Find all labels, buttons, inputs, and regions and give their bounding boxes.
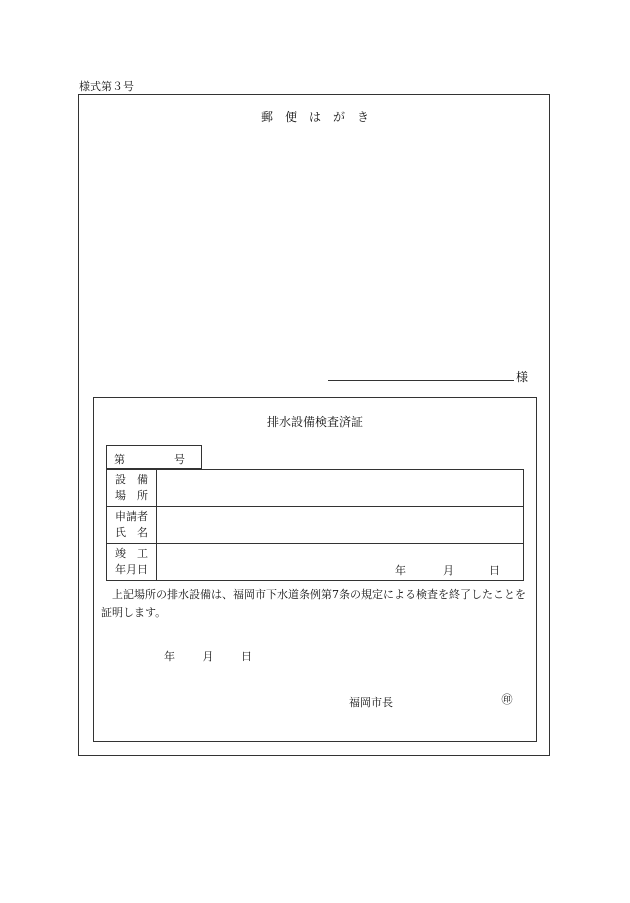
table-row (107, 544, 524, 581)
date-month-label: 月 (443, 564, 454, 577)
seal-icon: ㊞ (501, 693, 513, 706)
label-line: 氏 名 (115, 526, 148, 539)
label-line: 竣 工 (115, 547, 148, 560)
issue-date (164, 648, 276, 664)
completion-date-field[interactable] (157, 544, 524, 581)
applicant-name-field[interactable] (157, 507, 524, 544)
number-prefix: 第 (114, 453, 125, 466)
date-year-label: 年 (395, 564, 406, 577)
table-row (107, 470, 524, 507)
issuer-title: 福岡市長 (349, 696, 393, 709)
number-suffix: 号 (174, 453, 185, 466)
row-label-applicant-name (107, 507, 157, 544)
issue-month-label: 月 (202, 650, 214, 663)
issue-day-label: 日 (241, 650, 252, 663)
addressee-line[interactable] (328, 380, 514, 381)
row-label-completion-date (107, 544, 157, 581)
form-number: 様式第３号 (79, 80, 134, 93)
postcard-title: 郵 便 は が き (260, 110, 369, 124)
addressee-honorific: 様 (516, 370, 529, 384)
table-row (107, 507, 524, 544)
row-label-facility-location (107, 470, 157, 507)
label-line: 場 所 (115, 489, 148, 502)
issue-year-label: 年 (164, 650, 175, 663)
facility-location-field[interactable] (157, 470, 524, 507)
date-day-label: 日 (489, 564, 500, 577)
label-line: 年月日 (115, 563, 148, 576)
certificate-table (106, 469, 524, 581)
certificate-title: 排水設備検査済証 (266, 415, 363, 429)
certification-statement: 上記場所の排水設備は、福岡市下水道条例第7条の規定による検査を終了したことを証明します。 (101, 588, 526, 619)
label-line: 申請者 (115, 510, 148, 523)
label-line: 設 備 (115, 473, 148, 486)
